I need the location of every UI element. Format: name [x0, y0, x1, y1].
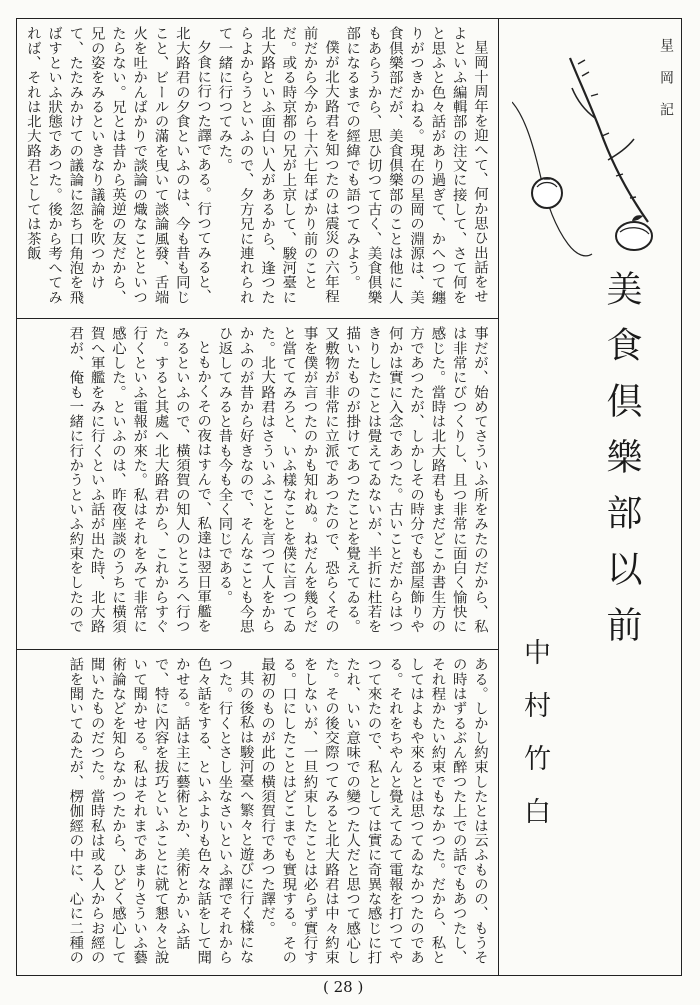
- paragraph: 夕食に行つた譯である。行つてみると、北大路君の夕食といふのは、今も昔も同じこと、ビールの滿を曳いて談論風發、舌端火を吐かんばかりで談論の熾なことといつたらない。兄とは昔から英逆の友だから、兄の姿をみるといきなり議論を吹つかけて、たたみかけての議論に忽ち口角泡を飛ばすといふ狀態であつた。後から考へてみれば、それは北大路君としては茶飯: [24, 26, 212, 305]
- author-name: 中村竹白: [519, 638, 550, 850]
- paragraph: 星岡十周年を迎へて、何か思ひ出話をせよといふ編輯部の注文に接して、さて何をと思ふと色々話があり過ぎて、かへつて纏りがつきかねる。現在の星岡の淵源は、美食倶樂部だが、美食倶樂部のことは他に人もあらうから、思ひ切つて古く、美食倶樂部になるまでの經緯でも語つてみよう。: [344, 26, 488, 305]
- row-divider-lower: [16, 649, 498, 650]
- paragraph: 事だが、始めてさういふ所をみたのだから、私は非常にびつくりし、且つ非常に面白く愉快に感じた。當時は北大路君もまだどこか書生方の方であつたが、しかしその時分でも部屋飾りや何かは實に入念であつた。古いことだからはつきりしたことは覺えてゐないが、半折に杜若を描いたものが掛けてあつたことを覺えてゐる。又敷物が非常に立派であつたので、恐らくその事を僕が言つたのかも知れぬ。ねだんを幾らだと當ててみろと、いふ樣なことを僕に言つてゐた。北大路君はさういふことを言つて人をからかふのが昔から好きなので、そんなことも今思ひ返してみると昔も今も全く同じである。: [216, 326, 488, 634]
- title-column-divider: [498, 18, 499, 976]
- series-title: 星岡記: [658, 38, 674, 134]
- paragraph: 僕が北大路君を知つたのは震災の六年程前だから今から十六七年ばかり前のことだ。或る時京都の兄が上京して、駿河臺に北大路といふ面白い人があるから、逢つたらよからうといふので、夕方兄に連れられて一緒に行つてみた。: [216, 26, 339, 305]
- text-block-bottom: [28, 657, 490, 971]
- paragraph: 其の後私は駿河臺へ繁々と遊びに行く樣になつた。行くとさし坐なさいといふ譯でそれから色々話をする、といふよりも色々な話をして聞かせる。話は主に藝術とか、美術とかいふ話で、特に內容を拔巧といふことに就て懇々と說いて聞かせる。私はそれまであまりさういふ藝術論などを知らなかつたから、ひどく感心して聞いたものだつた。當時私は或る人からお經の話を聞いてゐたが、楞伽經の中に、心に二種の: [67, 657, 254, 965]
- text-block-middle: [28, 326, 490, 644]
- paragraph: ある。しかし約束したとは云ふものの、もうその時はずるぶん醉つた上での話でもあつたし、それ程かたい約束でもなかつた。だから、私としてはよもや來るとは思つてゐなかつたのである。それをちやんと覺えてゐて電報を打つてやつて來たので、私としては實に奇異な感じに打たれ、いい意味での變つた人だと思つて感心した。その後交際つてみると北大路君は中々約束をしないが、一旦約束したことは必らず實行する。口にしたことはどこまでも實現する。その最初のものが此の橫須賀行であつた譯だ。: [259, 657, 488, 965]
- text-block-top: [24, 26, 490, 314]
- persimmon-branch-illustration: [512, 38, 662, 263]
- page-number: ( 28 ): [323, 978, 364, 996]
- paragraph: ともかくその夜はすんで、私達は翌日軍艦をみるといふので、橫須賀の知人のところへ行つた。すると其處へ北大路君から、これからすぐ行くといふ電報が來た。私はそれをみて非常に感心した。といふのは、昨夜座談のうちに橫須賀へ軍艦をみに行くといふ話が出た時、北大路君が、俺も一緒に行かうといふ約束をしたので: [67, 326, 212, 634]
- row-divider-upper: [16, 318, 498, 319]
- article-title: 美食倶樂部以前: [601, 270, 642, 662]
